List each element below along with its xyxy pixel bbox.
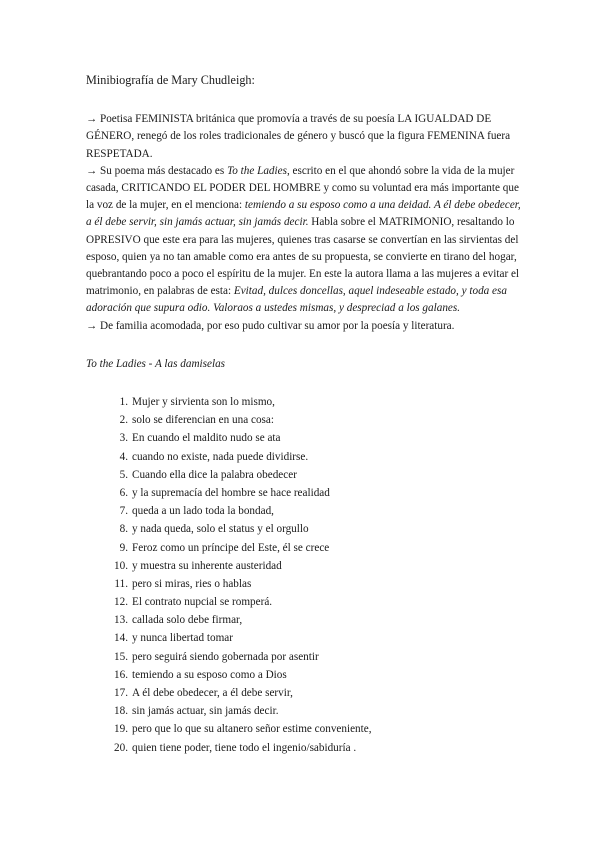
poem-line-number: 20 . bbox=[102, 740, 128, 757]
poem-line bbox=[119, 394, 526, 412]
poem-line-text: pero que lo que su altanero señor estime conveniente, bbox=[132, 723, 372, 736]
bio-paragraph-2 bbox=[86, 163, 526, 318]
poem-line-number: 19 . bbox=[102, 721, 128, 738]
poem-line bbox=[119, 430, 526, 448]
poem-line-number: 7 . bbox=[102, 503, 128, 520]
quote-1: temiendo a su esposo como a una deidad. A él debe obedecer, a él debe servir, sin jamás actuar, sin jamás decir. bbox=[86, 199, 521, 229]
poem-line bbox=[119, 449, 526, 467]
poem-line-text: A él debe obedecer, a él debe servir, bbox=[132, 687, 293, 700]
poem-line-text: Mujer y sirvienta son lo mismo, bbox=[132, 396, 275, 409]
poem-line-number: 14 . bbox=[102, 630, 128, 647]
poem-line-number: 11 . bbox=[102, 576, 128, 593]
poem-title: To the Ladies - A las damiselas bbox=[86, 357, 226, 370]
poem-title-mention: To the Ladies bbox=[227, 164, 287, 177]
poem-line-text: temiendo a su esposo como a Dios bbox=[132, 668, 287, 681]
poem-line bbox=[114, 558, 526, 576]
bio-p2-text-1: → Su poema más destacado es bbox=[86, 164, 228, 177]
poem-line-text: pero si miras, ries o hablas bbox=[132, 577, 252, 590]
poem-line bbox=[114, 685, 526, 703]
poem-line-text: solo se diferencian en una cosa: bbox=[132, 414, 274, 427]
poem-line-number: 16 . bbox=[102, 667, 128, 684]
poem-line bbox=[119, 503, 526, 521]
poem-line-text: y la supremacía del hombre se hace realidad bbox=[132, 486, 330, 499]
poem-line-number: 9 . bbox=[102, 540, 128, 557]
poem-line-text: cuando no existe, nada puede dividirse. bbox=[132, 450, 309, 463]
poem-line-number: 13 . bbox=[102, 612, 128, 629]
poem-line-number: 3 . bbox=[102, 430, 128, 447]
poem-line-number: 12 . bbox=[102, 594, 128, 611]
poem-line bbox=[119, 467, 526, 485]
poem-line-text: quien tiene poder, tiene todo el ingenio/sabiduría . bbox=[132, 741, 357, 754]
poem-line bbox=[119, 521, 526, 539]
poem-line-number: 18 . bbox=[102, 703, 128, 720]
poem-line bbox=[119, 540, 526, 558]
poem-line-number: 15 . bbox=[102, 649, 128, 666]
page-title: Minibiografía de Mary Chudleigh: bbox=[86, 73, 255, 87]
poem-line-number: 1 . bbox=[102, 394, 128, 411]
poem-line bbox=[114, 612, 526, 630]
bio-p2-text-2: , escrito en el que ahondó sobre la vida de la mujer casada, CRITICANDO EL PODER DEL HOMBRE y como su voluntad era más importante que la voz de la mujer, en el menciona: bbox=[86, 164, 519, 212]
document-content bbox=[86, 72, 526, 758]
poem-line bbox=[114, 649, 526, 667]
poem-line-number: 8 . bbox=[102, 521, 128, 538]
poem-lines-list bbox=[86, 394, 526, 758]
poem-line-number: 4 . bbox=[102, 449, 128, 466]
poem-line-text: En cuando el maldito nudo se ata bbox=[132, 432, 281, 445]
poem-line bbox=[119, 485, 526, 503]
bio-p2-text-3: Habla sobre el MATRIMONIO, resaltando lo OPRESIVO que este era para las mujeres, quienes tras casarse se convertían en las sirvientas del esposo, quien ya no tan amable como era antes de su propuesta, se convierte en tirano del hogar, quebrantando poco a poco el espíritu de la mujer. En este la autora llama a las mujeres a evitar el matrimonio, en palabras de esta: bbox=[86, 216, 520, 298]
poem-line-text: Feroz como un príncipe del Este, él se crece bbox=[132, 541, 330, 554]
poem-line-text: y muestra su inherente austeridad bbox=[132, 559, 282, 572]
poem-line-number: 17 . bbox=[102, 685, 128, 702]
poem-line bbox=[114, 667, 526, 685]
poem-line-text: queda a un lado toda la bondad, bbox=[132, 505, 274, 518]
poem-line bbox=[114, 703, 526, 721]
poem-line bbox=[114, 630, 526, 648]
bio-paragraph-3: → De familia acomodada, por eso pudo cultivar su amor por la poesía y literatura. bbox=[86, 319, 455, 332]
poem-line-text: y nada queda, solo el status y el orgullo bbox=[132, 523, 309, 536]
poem-line bbox=[114, 576, 526, 594]
bio-paragraph-1: → Poetisa FEMINISTA británica que promovía a través de su poesía LA IGUALDAD DE GÉNERO, renegó de los roles tradicionales de género y buscó que la figura FEMENINA fuera RESPETADA. bbox=[86, 113, 511, 160]
quote-2: Evitad, dulces doncellas, aquel indeseable estado, y toda esa adoración que supura odio. Valoraos a ustedes mismas, y despreciad a los galanes. bbox=[86, 285, 507, 315]
poem-line-number: 6 . bbox=[102, 485, 128, 502]
poem-line-text: pero seguirá siendo gobernada por asentir bbox=[132, 650, 319, 663]
poem-line-text: sin jamás actuar, sin jamás decir. bbox=[132, 705, 279, 718]
poem-line-text: callada solo debe firmar, bbox=[132, 614, 243, 627]
poem-line bbox=[114, 594, 526, 612]
poem-line-number: 5 . bbox=[102, 467, 128, 484]
poem-line-number: 10 . bbox=[102, 558, 128, 575]
poem-line-text: Cuando ella dice la palabra obedecer bbox=[132, 468, 297, 481]
poem-line-text: y nunca libertad tomar bbox=[132, 632, 233, 645]
poem-line-number: 2 . bbox=[102, 412, 128, 429]
poem-line bbox=[114, 740, 526, 758]
poem-line-text: El contrato nupcial se romperá. bbox=[132, 596, 273, 609]
poem-line bbox=[114, 721, 526, 739]
poem-line bbox=[119, 412, 526, 430]
